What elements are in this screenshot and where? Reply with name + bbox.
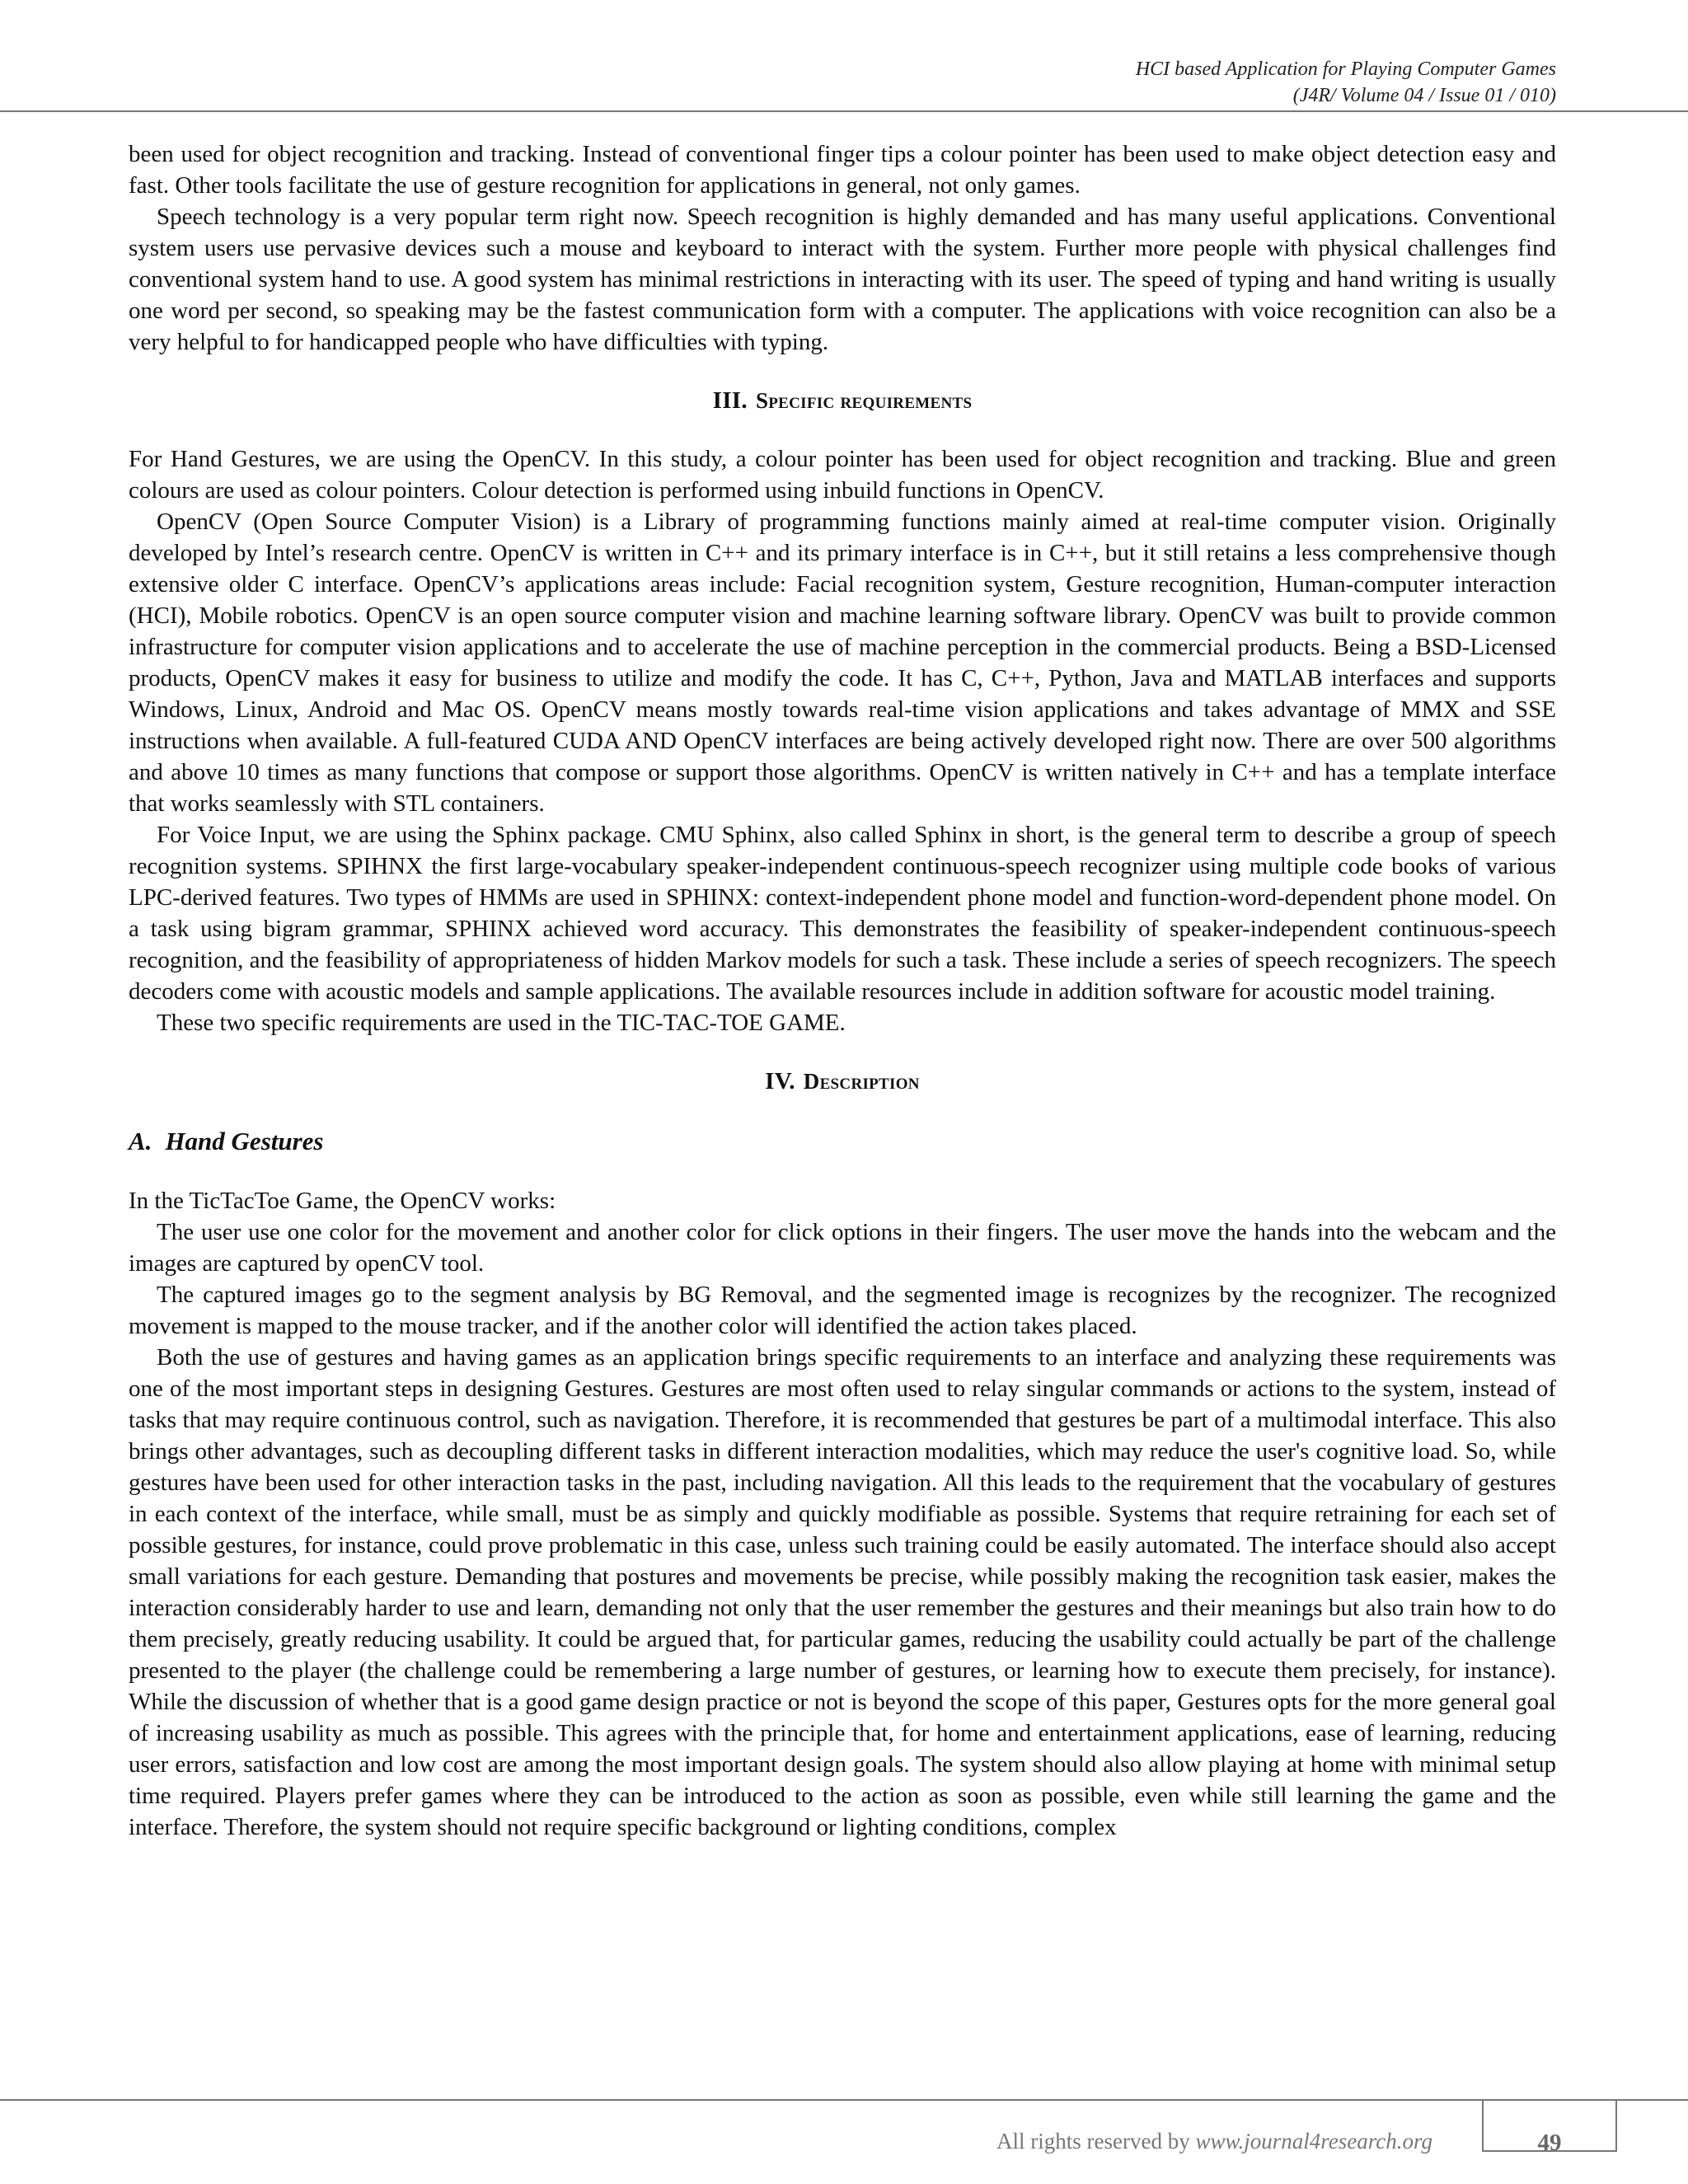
paragraph: Both the use of gestures and having games as an application brings specific requirements to an interface and analyzing these requirements was one of the most important steps in designing Gestures. Gestures are most often used to relay singular commands or actions to the system, instead of tasks that may require continuous control, such as navigation. Therefore, it is recommended that gestures be part of a multimodal interface. This also brings other advantages, such as decoupling different tasks in different interaction modalities, which may reduce the user's cognitive load. So, while gestures have been used for other interaction tasks in the past, including navigation. All this leads to the requirement that the vocabulary of gestures in each context of the interface, while small, must be as simply and quickly modifiable as possible. Systems that require retraining for each set of possible gestures, for instance, could prove problematic in this case, unless such training could be easily automated. The interface should also accept small variations for each gesture. Demanding that postures and movements be precise, while possibly making the recognition task easier, makes the interaction considerably harder to use and learn, demanding not only that the user remember the gestures and their meanings but also train how to do them precisely, greatly reducing usability. It could be argued that, for particular games, reducing the usability could actually be part of the challenge presented to the player (the challenge could be remembering a large number of gestures, or learning how to execute them precisely, for instance). While the discussion of whether that is a good game design practice or not is beyond the scope of this paper, Gestures opts for the more general goal of increasing usability as much as possible. This agrees with the principle that, for home and entertainment applications, ease of learning, reducing user errors, satisfaction and low cost are among the most important design goals. The system should also allow playing at home with minimal setup time required. Players prefer games where they can be introduced to the action as soon as possible, even while still learning the game and the interface. Therefore, the system should not require specific background or lighting conditions, complex: [129, 1344, 1556, 1840]
paragraph: Speech technology is a very popular term right now. Speech recognition is highly demanded and has many useful applications. Conventional system users use pervasive devices such a mouse and keyboard to interact with the system. Further more people with physical challenges find conventional system hand to use. A good system has minimal restrictions in interacting with its user. The speed of typing and hand writing is usually one word per second, so speaking may be the fastest communication form with a computer. The applications with voice recognition can also be a very helpful to for handicapped people who have difficulties with typing.: [129, 204, 1556, 355]
article-body: [129, 138, 1556, 1843]
subsection-title: Hand Gestures: [165, 1127, 324, 1155]
header-title: HCI based Application for Playing Computer Games: [1135, 59, 1556, 80]
subsection-number: A.: [129, 1127, 152, 1155]
paragraph: The captured images go to the segment analysis by BG Removal, and the segmented image is recognizes by the recognizer. The recognized movement is mapped to the mouse tracker, and if the another color will identified the action takes placed.: [129, 1282, 1556, 1339]
running-header: [814, 56, 1556, 109]
header-issue: (J4R/ Volume 04 / Issue 01 / 010): [1292, 85, 1556, 106]
header-rule: [0, 110, 1688, 112]
page-number: 49: [1537, 2130, 1562, 2156]
paragraph: OpenCV (Open Source Computer Vision) is a Library of programming functions mainly aimed at real-time computer vision. Originally developed by Intel’s research centre. OpenCV is written in C++ and its primary interface is in C++, but it still retains a less comprehensive though extensive older C interface. OpenCV’s applications areas include: Facial recognition system, Gesture recognition, Human-computer interaction (HCI), Mobile robotics. OpenCV is an open source computer vision and machine learning software library. OpenCV was built to provide common infrastructure for computer vision applications and to accelerate the use of machine perception in the commercial products. Being a BSD-Licensed products, OpenCV makes it easy for business to utilize and modify the code. It has C, C++, Python, Java and MATLAB interfaces and supports Windows, Linux, Android and Mac OS. OpenCV means mostly towards real-time vision applications and takes advantage of MMX and SSE instructions when available. A full-featured CUDA AND OpenCV interfaces are being actively developed right now. There are over 500 algorithms and above 10 times as many functions that compose or support those algorithms. OpenCV is written natively in C++ and has a template interface that works seamlessly with STL containers.: [129, 509, 1556, 817]
footer-rights: All rights reserved by: [996, 2129, 1190, 2154]
footer-url-link[interactable]: www.journal4research.org: [1195, 2129, 1432, 2154]
paragraph: In the TicTacToe Game, the OpenCV works:: [129, 1188, 556, 1214]
section-title: Specific requirements: [755, 388, 973, 413]
section-heading-description: [129, 1066, 1556, 1097]
paragraph: For Voice Input, we are using the Sphinx package. CMU Sphinx, also called Sphinx in short, is the general term to describe a group of speech recognition systems. SPIHNX the first large-vocabulary speaker-independent continuous-speech recognizer using multiple code books of various LPC-derived features. Two types of HMMs are used in SPHINX: context-independent phone model and function-word-dependent phone model. On a task using bigram grammar, SPHINX achieved word accuracy. This demonstrates the feasibility of speaker-independent continuous-speech recognition, and the feasibility of appropriateness of hidden Markov models for such a task. These include a series of speech recognizers. The speech decoders come with acoustic models and sample applications. The available resources include in addition software for acoustic model training.: [129, 822, 1556, 1005]
subsection-heading-hand-gestures: [129, 1126, 1556, 1157]
section-title: Description: [803, 1069, 920, 1094]
paragraph: been used for object recognition and tracking. Instead of conventional finger tips a colour pointer has been used to make object detection easy and fast. Other tools facilitate the use of gesture recognition for applications in general, not only games.: [129, 141, 1556, 199]
paragraph: These two specific requirements are used in the TIC-TAC-TOE GAME.: [157, 1010, 846, 1036]
section-heading-specific-requirements: [129, 385, 1556, 416]
section-number: IV.: [765, 1068, 795, 1094]
footer-rule: [0, 2099, 1688, 2101]
footer-copyright: [824, 2129, 1432, 2154]
paragraph: For Hand Gestures, we are using the OpenCV. In this study, a colour pointer has been used for object recognition and tracking. Blue and green colours are used as colour pointers. Colour detection is performed using inbuild functions in OpenCV.: [129, 446, 1556, 504]
section-number: III.: [712, 387, 748, 414]
paragraph: The user use one color for the movement and another color for click options in their fingers. The user move the hands into the webcam and the images are captured by openCV tool.: [129, 1219, 1556, 1277]
